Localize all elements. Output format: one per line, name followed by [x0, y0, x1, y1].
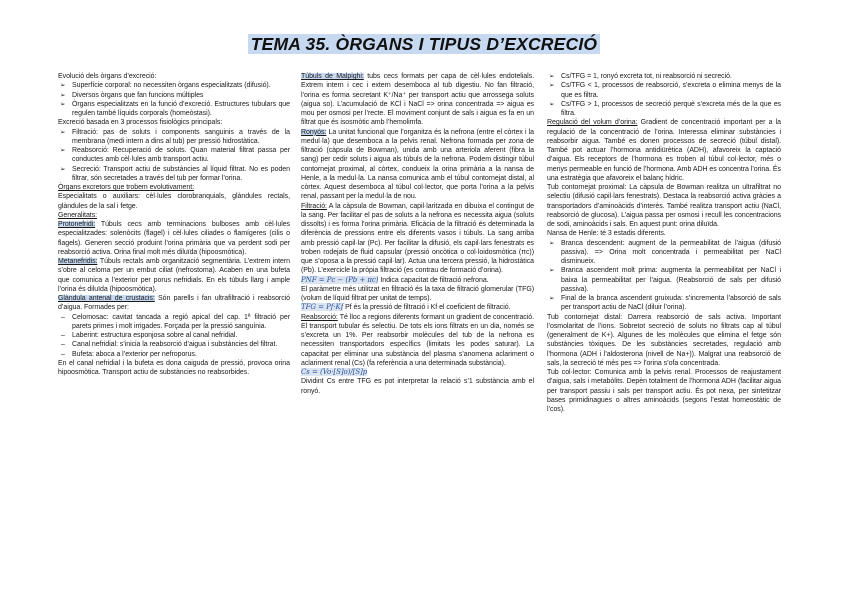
- title-text: TEMA 35. ÒRGANS I TIPUS D’EXCRECIÓ: [248, 34, 600, 54]
- paragraph: [58, 294, 290, 313]
- term: Regulació del volum d’orina:: [547, 119, 638, 127]
- bullet-item: ➢ Superfície corporal: no necessiten òrgans especialitzats (difusió).: [58, 81, 290, 90]
- paragraph: Tub contornejat distal: Darrera reabsorció de sals activa. Important l’osmolaritat de l’ions. Sobretot secreció de soluts no filtrats cap al túbul (generalment de K+). Algunes de les molècules que elimina el fetge són substàncies tòxiques. De les substàncies secretades, regulació amb l’hormona (ADH i l’aldosterona (nivell de Na+)). Malgrat una reabsorció de sals, la secreció té més pes => l’orina s’ofa concentrada.: [547, 313, 781, 367]
- dash-item: – Bufeta: aboca a l’exterior per nefroporus.: [58, 350, 290, 359]
- paragraph: Excreció basada en 3 processos fisiològics principals:: [58, 119, 223, 127]
- bullet-item: ➢ Òrgans especialitzats en la funció d’excreció. Estructures tubulars que regulen també líquids corporals (homeòstasi).: [58, 100, 290, 119]
- paragraph: [301, 368, 534, 377]
- term-highlight: Glàndula antenal de crustacis:: [58, 295, 155, 302]
- paragraph: [58, 220, 290, 257]
- paragraph-text: A la càpsula de Bowman, capil·laritzada en dibuixa el contingut de la sang. Per facilitar el pas de soluts a la nefrona es necessita aigua (soluts dissolts) i es forma l’orina primària. Eficàcia de la filtració és determinada la diferència de pressions entre els diferents vasos i túbuls. La sang arriba amb pressió capil·lar (Pc). Per facilitar la difusió, els capil·lars fenestrats es troben rodejats de fluid capsular (pressió oncòtica o col·loidosmòtica (πc)) que s’oposa a la pressió capil·lar). Actua una tercera pressió, la hidrostàtica (Pb). L’exercicle la pròpia filtració (es contrau de formació d’orina).: [301, 202, 534, 275]
- paragraph: [301, 128, 534, 202]
- paragraph: Tub contornejat proximal: La càpsula de Bowman realitza un ultrafiltrat no selectiu (difusió capil·lars fenestrats). Destaca la reabsorció activa gràcies a transportadors d’aminoàcids d’interès. També realitza transport actiu (NaCl, reabsorció de glucosa). L’aigua passa per osmosi i recull les concentracions de sodi, aminoàcids i sals. En aquest punt: orina diluïda.: [547, 184, 781, 228]
- paragraph: [301, 303, 534, 312]
- paragraph: [301, 313, 534, 369]
- dash-item: – Celomosac: cavitat tancada a regió apical del cap. 1ª filtració per parets primes i molt irrigades. Forçada per la pressió sanguínia.: [58, 313, 290, 332]
- column-2: [301, 72, 534, 396]
- paragraph: Especialitats o auxiliars: cèl·lules clorobranquials, glàndules rectals, glàndules de la sal i fetge.: [58, 193, 290, 210]
- bullet-item: ➢ Cs/TFG > 1, processos de secreció perquè s’excreta més de la que es filtra.: [547, 100, 781, 119]
- section-heading: Generalitats:: [58, 211, 98, 219]
- term-highlight: Túbuls de Malpighi:: [301, 73, 364, 80]
- paragraph: Dividint Cs entre TFG es pot interpretar la relació s’1 substància amb el ronyó.: [301, 378, 534, 395]
- paragraph-text: tubs cecs formats per capa de cèl·lules endotelials. Extrem intern i cec i extern desemboca al tub digestiu. No fan filtració, l’orina es forma secretant K⁺/Na⁺ per transport actiu que arrossega soluts (aigua so). L’acumulació de KCl i NaCl => orina concentrada => aigua es mou per osmosi per l’recte. El moviment conjunt de sals i aigua es fa en un filtrat que és isosmòtic amb l’hemolimfa.: [301, 73, 535, 127]
- paragraph: El paràmetre més utilitzat en filtració és la taxa de filtració glomerular (TFG) (volum de líquid filtrat per unitat de temps).: [301, 285, 534, 302]
- term-highlight: Ronyós:: [301, 128, 327, 136]
- column-1: [58, 72, 290, 377]
- section-heading: Òrgans excretors que trobem evolutivament:: [58, 184, 195, 191]
- term-highlight: Protonefridi:: [58, 221, 96, 228]
- paragraph-text: Té lloc a regions diferents formant un gradient de concentració. El transport tubular és selectiu. De tots els ions filtrats en un dia, només se s’excreta un 1%. Per reabsorbir molècules del tub de la nefrona es necessiten transportadors específics (limitats les podes saturar). La capacitat per eliminar una substància del plasma s’anomena aclariment o aclariment renal (Cs) (fa referència a una determinada substància).: [301, 313, 534, 367]
- paragraph: [58, 257, 290, 294]
- paragraph-text: Pf és la pressió de filtració i Kf el coeficient de filtració.: [343, 304, 511, 312]
- bullet-item: ➢ Secreció: Transport actiu de substàncies al líquid filtrat. No es poden filtrar, són secretades a través del tub per formar l’orina.: [58, 165, 290, 184]
- paragraph: Nansa de Henle: té 3 estadis diferents.: [547, 230, 666, 238]
- formula-pnf: PNF = Pc − (Pb + πc): [301, 275, 379, 284]
- paragraph-text: Són parells i fan ultrafiltració i reabsorció d’aigua. Formades per:: [58, 295, 290, 312]
- paragraph: [301, 202, 534, 276]
- paragraph: Tub col·lector: Comunica amb la pelvis renal. Processos de reajustament d’aigua, sals i metabòlits. Depèn totalment de l’hormona ADH (facilitar aigua per transport passiu i sals per transport actiu. És pot nexa, per sintetitzar bases primidinagues o altres aminoàcids (segons l’estat homeostàtic de l’cos).: [547, 369, 781, 413]
- formula-cs: Cs = (Vo·[S]o)/[S]p: [301, 368, 368, 376]
- dash-item: – Laberint: estructura esponjosa sobre al canal nefridial.: [58, 331, 290, 340]
- paragraph: [301, 276, 534, 285]
- column-3: [547, 72, 781, 414]
- paragraph: Evolució dels òrgans d’excreció:: [58, 73, 157, 80]
- paragraph: En el canal nefridial i la bufeta es dona caiguda de pressió, provoca orina hipoosmòtica. Transport actiu de substàncies no reabsorbides.: [58, 359, 290, 376]
- paragraph-text: Indica capacitat de filtració nefrona.: [378, 276, 489, 284]
- term-highlight: Metanefridis:: [58, 258, 98, 265]
- bullet-item: ➢ Diversos òrgans que fan funcions múltiples: [58, 91, 290, 100]
- paragraph-text: Túbuls rectals amb organització segmentària. L’extrem intern s’obre al celoma per un embut ciliat (nefrostoma). Acaben en una bufeta que comunica a l’exterior per porus nefridials. En els túbuls llarg i ample l’orina és diluïda (hipoosmòtica).: [58, 258, 290, 293]
- paragraph: [547, 118, 781, 183]
- bullet-item: ➢ Filtració: pas de soluts i components sanguinis a través de la membrana (medi intern a dins al tub) per pressió hidrostàtica.: [58, 128, 290, 147]
- bullet-item: ➢ Reabsorció: Recuperació de soluts. Quan material filtrat passa per conductes amb cèl·lules amb transport actiu.: [58, 146, 290, 165]
- page-title: [0, 34, 848, 55]
- bullet-item: ➢ Branca descendent: augment de la permeabilitat de l’aigua (difusió passiva). => Orina molt concentrada i permeabilitat per NaCl disminueix.: [547, 239, 781, 267]
- paragraph-text: La unitat funcional que l’organitza és la nefrona (entre el còrtex i la medul·la) que desemboca a la pelvis renal. Nefrona formada per zona de filtració (càpsula de Bowman), unida amb una arteriola aferent (fibra la sang) per cedir soluts i aigua als túbuls de la nefrona. Podem distingir túbul contornejat proximal, al còrtex, condueix la orina primària a la nansa de Henle, a la medul·la. La nansa comunica amb el túbul contornejat distal, al còrtex. Aquest desemboca al túbul col·lector, que porta l’orina a la pelvis renal, passant per la medul·la de nou.: [301, 128, 534, 201]
- bullet-item: ➢ Final de la branca ascendent gruixuda: s’incrementa l’absorció de sals per transport actiu de NaCl (diluir l’orina).: [547, 294, 781, 313]
- bullet-item: ➢ Branca ascendent molt prima: augmenta la permeabilitat per NaCl i baixa la permeabilitat per l’aigua. (Reabsorció de sals per difusió passiva).: [547, 266, 781, 294]
- paragraph: [301, 72, 534, 128]
- dash-item: – Canal nefridial: s’inicia la reabsorció d’aigua i substàncies del filtrat.: [58, 340, 290, 349]
- paragraph-text: Gradient de concentració important per a la regulació de la concentració de l’orina. Interessa eliminar substàncies i reabsorbir aigua. També es donen processos de secreció (túbul distal). També pot actuar l’hormona antidiürètica (ADH), afavoreix la captació d’aigua. Els receptors de l’hormona es troben al túbul col·lector, més o menys permeable en funció de l’hormona. Amb ADH es concentra l’orina. És una estratègia que afavoreix el balanç hídric.: [547, 119, 781, 182]
- formula-tfg: TFG = Pf·Kf: [301, 303, 344, 312]
- term: Filtració:: [301, 202, 327, 210]
- term: Reabsorció:: [301, 313, 338, 321]
- bullet-item: ➢ Cs/TFG = 1, ronyó excreta tot, ni reabsorció ni secreció.: [547, 72, 781, 81]
- paragraph-text: Túbuls cecs amb terminacions bulboses amb cèl·lules especialitzades: solenòcits (flagel) i cèl·lules ciliades o flamígeres (cilis o flagels). Generen secció produint l’orina primària que va perdent sodi per reabsorció activa. Orina final molt més diluïda (hipoosmòtica).: [58, 221, 290, 256]
- bullet-item: ➢ Cs/TFG < 1, processos de reabsorció, s’excreta o elimina menys de la que es filtra.: [547, 81, 781, 100]
